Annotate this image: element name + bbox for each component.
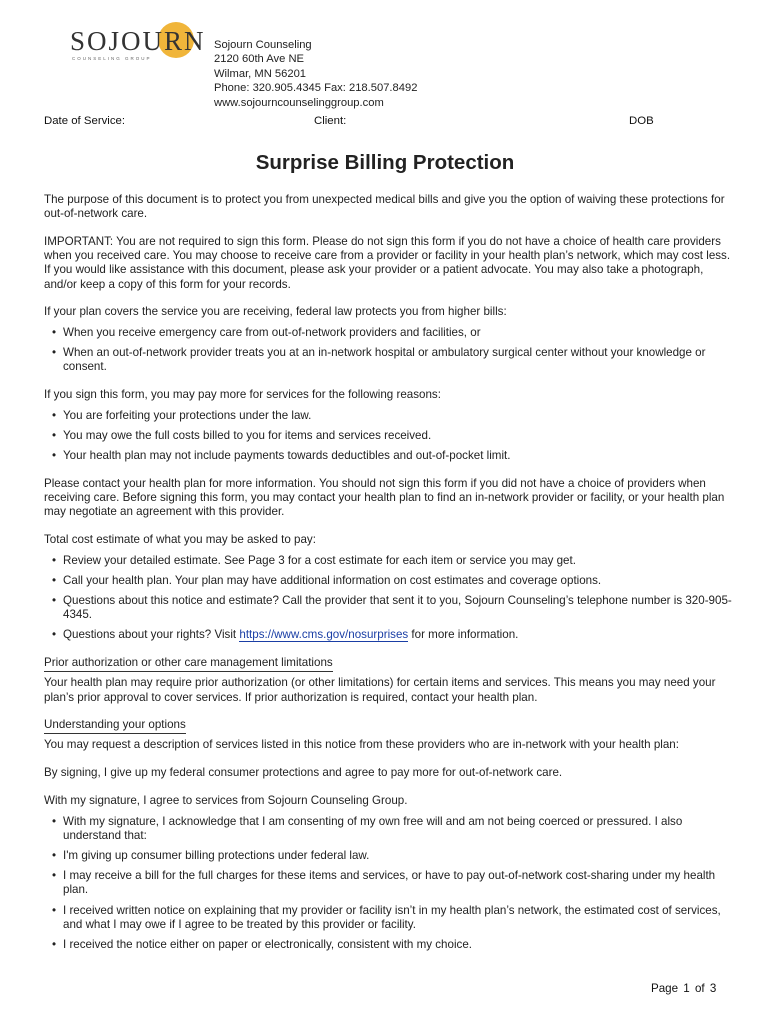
list-item: • You may owe the full costs billed to you for items and services received. xyxy=(44,429,734,443)
logo-subtext: COUNSELING GROUP xyxy=(72,56,152,61)
address-block xyxy=(214,38,417,110)
rights-prefix: Questions about your rights? Visit xyxy=(63,628,240,642)
dob-label: DOB xyxy=(629,115,654,127)
website: www.sojourncounselinggroup.com xyxy=(214,96,384,109)
list-item: • When you receive emergency care from out-of-network providers and facilities, or xyxy=(44,326,734,340)
list-item xyxy=(44,628,734,642)
client-label: Client: xyxy=(314,115,347,127)
page-number: Page 1 of 3 xyxy=(651,982,717,995)
signing-paragraph: By signing, I give up my federal consumer protections and agree to pay more for out-of-network care. xyxy=(44,766,563,780)
options-paragraph: You may request a description of services listed in this notice from these providers who are in-network with your health plan: xyxy=(44,738,679,752)
signature-list xyxy=(44,815,734,953)
logo-text: SOJOURN xyxy=(70,26,206,56)
list-item: • With my signature, I acknowledge that I am consenting of my own free will and am not being coerced or pressured. I also understand that: xyxy=(44,815,734,843)
rights-suffix: for more information. xyxy=(408,628,519,642)
covers-lead: If your plan covers the service you are receiving, federal law protects you from higher bills: xyxy=(44,305,507,319)
intro-paragraph: The purpose of this document is to protect you from unexpected medical bills and give you the option of waiving these protections for out-of-network care. xyxy=(44,193,725,221)
document-body xyxy=(44,193,734,966)
list-item: • When an out-of-network provider treats you at an in-network hospital or ambulatory surgical center without your knowledge or consent. xyxy=(44,346,734,374)
signature-lead: With my signature, I agree to services from Sojourn Counseling Group. xyxy=(44,793,408,807)
page-title: Surprise Billing Protection xyxy=(255,151,515,174)
list-item: • You are forfeiting your protections under the law. xyxy=(44,409,734,423)
list-item: • I received the notice either on paper or electronically, consistent with my choice. xyxy=(44,938,734,952)
date-of-service-label: Date of Service: xyxy=(44,115,126,127)
prior-auth-heading: Prior authorization or other care management limitations xyxy=(44,656,333,672)
options-heading: Understanding your options xyxy=(44,718,186,734)
covers-list xyxy=(44,326,734,375)
important-paragraph: IMPORTANT: You are not required to sign this form. Please do not sign this form if you do not have a choice of health care providers when you received care. You may choose to receive care from a provider or facility in your health plan’s network, which may cost less. If you would like assistance with this document, please ask your provider or a patient advocate. You may also take a photograph, and/or keep a copy of this form for your records. xyxy=(44,234,731,291)
list-item: • Call your health plan. Your plan may have additional information on cost estimates and coverage options. xyxy=(44,574,734,588)
city: Wilmar, MN 56201 xyxy=(214,67,307,80)
street: 2120 60th Ave NE xyxy=(214,53,304,66)
list-item: • Your health plan may not include payments towards deductibles and out-of-pocket limit. xyxy=(44,449,734,463)
list-item: • I'm giving up consumer billing protections under federal law. xyxy=(44,849,734,863)
phone-fax: Phone: 320.905.4345 Fax: 218.507.8492 xyxy=(214,82,418,95)
sojourn-logo xyxy=(70,22,206,64)
contact-paragraph: Please contact your health plan for more information. You should not sign this form if you did not have a choice of providers when receiving care. Before signing this form, you may contact your health plan to find an in-network provider or facility, or your health plan may negotiate an agreement with this provider. xyxy=(44,476,725,519)
list-item: • I may receive a bill for the full charges for these items and services, or have to pay out-of-network cost-sharing under my health plan. xyxy=(44,869,734,897)
prior-auth-paragraph: Your health plan may require prior authorization (or other limitations) for certain items and services. This means you may need your plan’s prior approval to cover services. If prior authorization is required, contact your health plan. xyxy=(44,676,716,704)
pay-more-lead: If you sign this form, you may pay more for services for the following reasons: xyxy=(44,388,441,402)
estimate-lead: Total cost estimate of what you may be asked to pay: xyxy=(44,532,316,546)
list-item: • Questions about this notice and estimate? Call the provider that sent it to you, Sojourn Counseling’s telephone number is 320-905-4345. xyxy=(44,594,734,622)
list-item: • Review your detailed estimate. See Page 3 for a cost estimate for each item or service you may get. xyxy=(44,554,734,568)
cms-link[interactable]: https://www.cms.gov/nosurprises xyxy=(239,628,409,642)
pay-more-list xyxy=(44,409,734,464)
list-item: • I received written notice on explaining that my provider or facility isn’t in my health plan’s network, the estimated cost of services, and what I may owe if I agree to be treated by this provider or facility. xyxy=(44,904,734,932)
org-name: Sojourn Counseling xyxy=(214,39,312,51)
estimate-list xyxy=(44,554,734,643)
